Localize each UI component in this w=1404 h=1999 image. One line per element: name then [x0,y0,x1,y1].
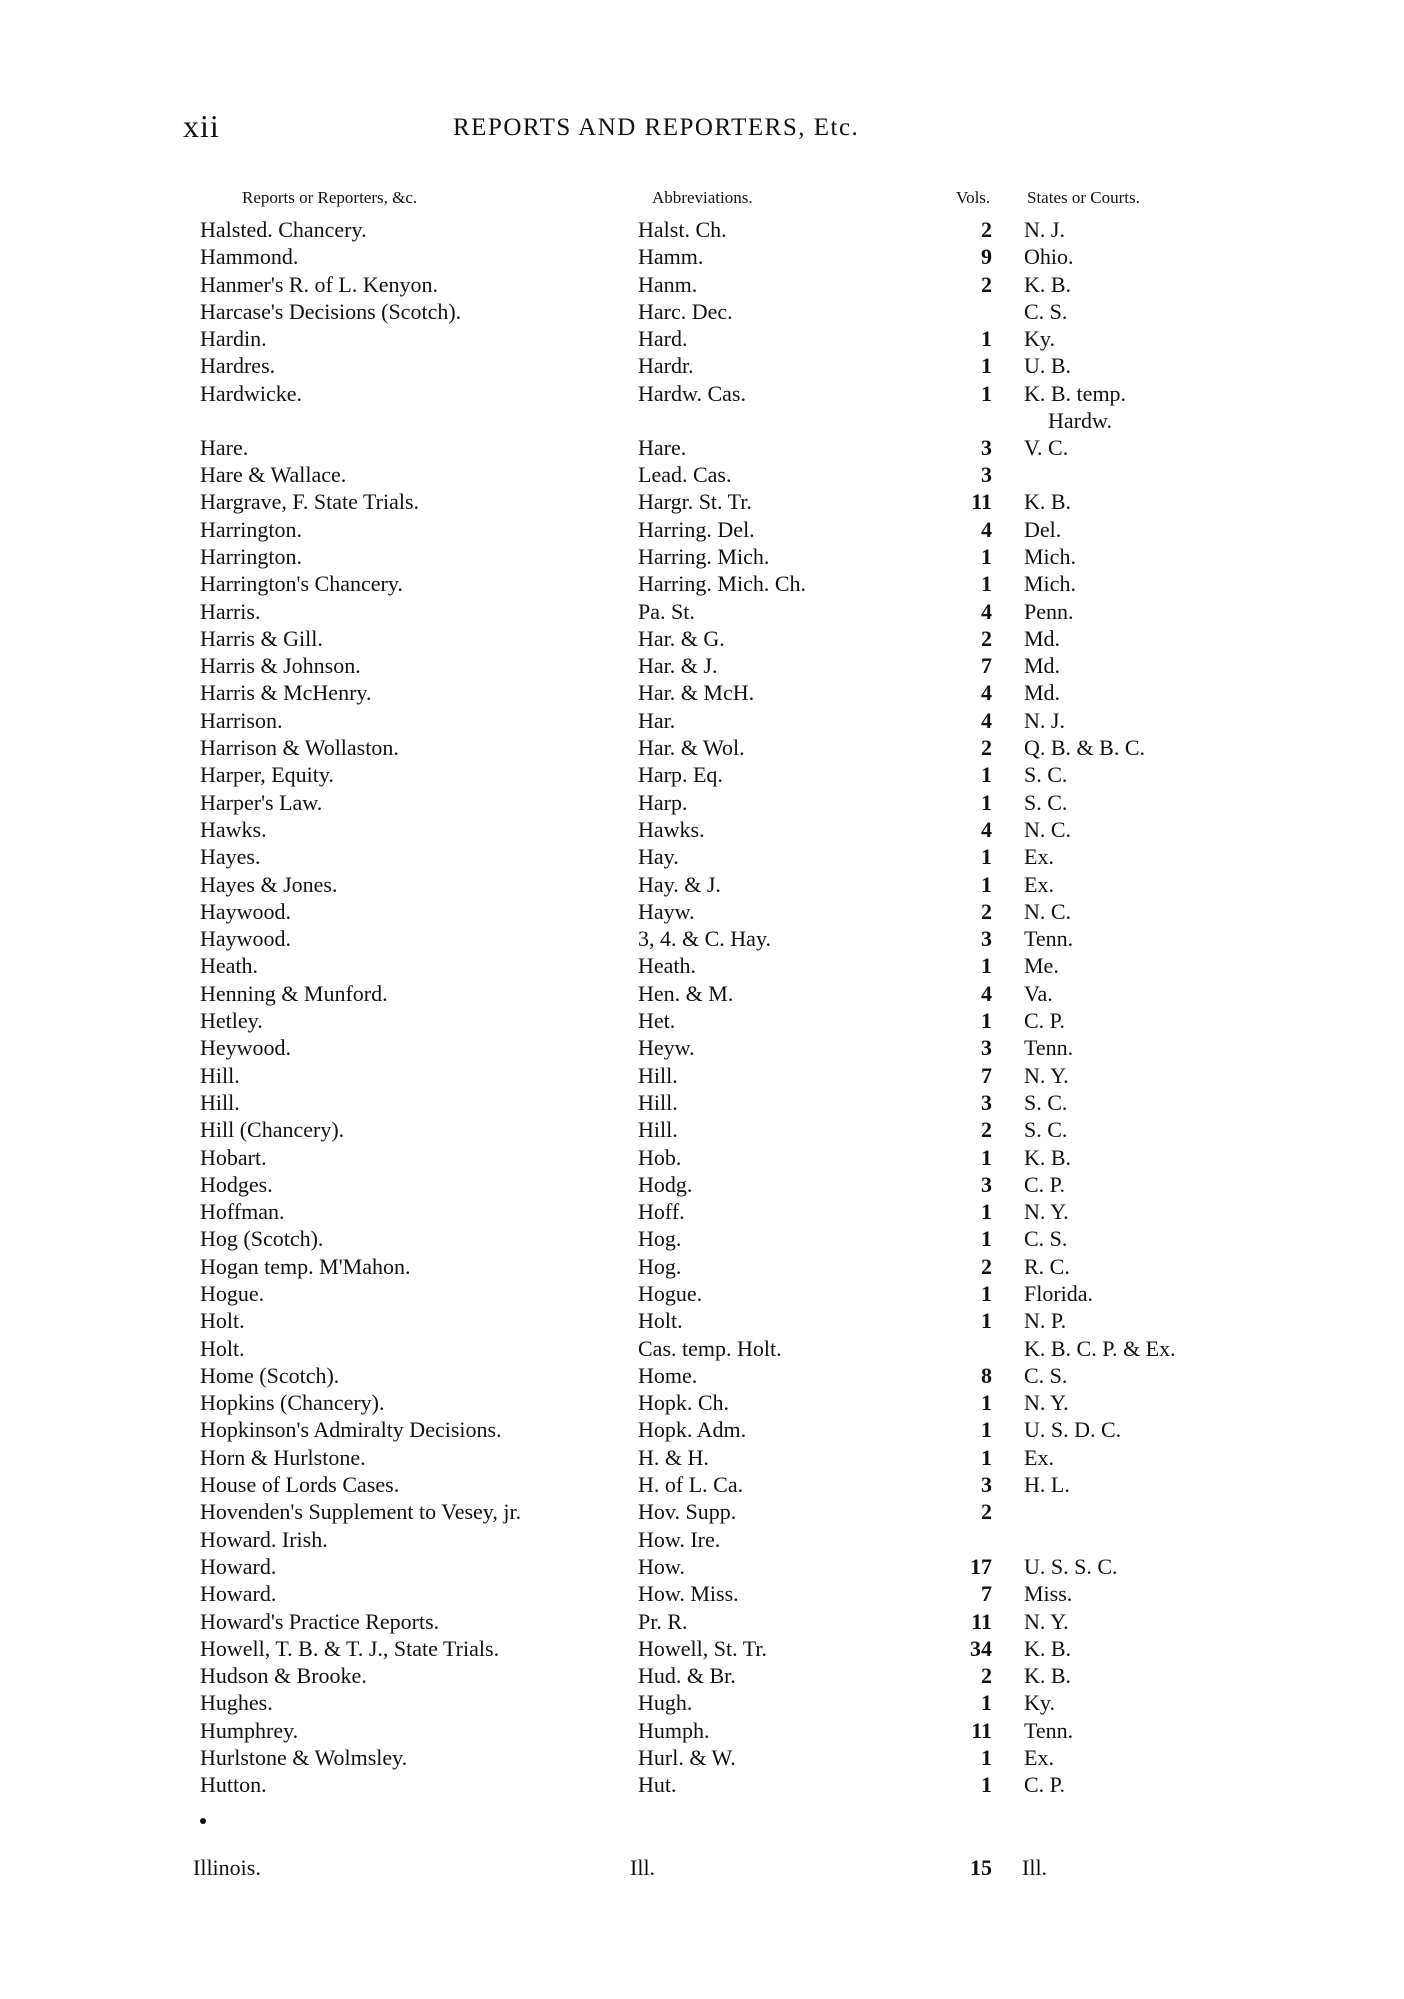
volumes: 2 [981,735,992,761]
state-or-court: Mich. [1024,543,1076,569]
abbreviation: Het. [638,1008,676,1034]
volumes: 1 [981,1226,992,1252]
volumes: 4 [981,516,992,542]
abbreviation: Hut. [638,1772,677,1798]
table-row [0,1171,1404,1198]
table-row [0,271,1404,298]
volumes: 3 [981,1472,992,1498]
abbreviation: Home. [638,1362,698,1388]
report-name: Hill (Chancery). [200,1117,345,1143]
abbreviation: Heath. [638,953,697,979]
abbreviation: Halst. Ch. [638,217,727,242]
table-row-illinois [0,1854,1404,1884]
report-name: Hutton. [200,1772,267,1798]
table-row [0,325,1404,352]
abbreviation: 3, 4. & C. Hay. [638,926,772,952]
state-or-court: N. J. [1024,217,1065,242]
state-or-court: Md. [1024,653,1061,679]
volumes: 3 [981,926,992,952]
volumes: 7 [981,653,992,679]
abbreviation: Har. & G. [638,625,725,651]
report-name: Howard. Irish. [200,1526,328,1552]
report-name: Harrington. [200,516,303,542]
abbreviation: Hurl. & W. [638,1745,736,1771]
abbreviation: Lead. Cas. [638,462,732,488]
report-name: Hare. [200,434,249,460]
table-row [0,516,1404,543]
state-or-court: S. C. [1024,1089,1068,1115]
state-or-court: Mich. [1024,571,1076,597]
state-or-court: Ky. [1024,326,1055,352]
report-name: Howell, T. B. & T. J., State Trials. [200,1635,500,1661]
report-name: Harrington. [200,543,303,569]
report-name: Hayes & Jones. [200,871,338,897]
table-row [0,216,1404,243]
volumes: 11 [971,1608,992,1634]
abbreviation: Har. & McH. [638,680,755,706]
abbreviation: Humph. [638,1717,710,1743]
column-header-state: States or Courts. [1027,188,1140,207]
abbreviation: Ill. [630,1855,656,1880]
abbreviation: Hoff. [638,1199,685,1225]
abbreviation: Cas. temp. Holt. [638,1335,782,1361]
state-or-court: Ex. [1024,844,1054,870]
abbreviation: Harp. [638,789,688,815]
table-row [0,707,1404,734]
state-or-court: Ex. [1024,1444,1054,1470]
report-name: Hardin. [200,326,267,352]
abbreviation: Hob. [638,1144,682,1170]
report-name: Harris. [200,598,261,624]
volumes: 3 [981,1089,992,1115]
table-row [0,461,1404,488]
abbreviation: Hargr. St. Tr. [638,489,752,515]
state-or-court: Tenn. [1024,1717,1074,1743]
abbreviation: Har. & J. [638,653,718,679]
volumes: 1 [981,543,992,569]
column-header-report: Reports or Reporters, &c. [242,188,418,207]
state-or-court: K. B. [1024,1635,1072,1661]
state-or-court: Tenn. [1024,1035,1074,1061]
report-name: Illinois. [193,1855,261,1880]
volumes: 1 [981,789,992,815]
volumes: 1 [981,326,992,352]
volumes: 34 [970,1635,992,1661]
abbreviation: Hen. & M. [638,980,734,1006]
report-name: Harrington's Chancery. [200,571,403,597]
report-name: Harris & Gill. [200,625,323,651]
abbreviation: Hanm. [638,271,698,297]
state-or-court: S. C. [1024,762,1068,788]
table-row [0,843,1404,870]
volumes: 3 [981,434,992,460]
report-name: Hodges. [200,1171,273,1197]
state-or-court: Ex. [1024,1745,1054,1771]
state-or-court: K. B. [1024,1144,1072,1170]
abbreviation: Heyw. [638,1035,695,1061]
table-row [0,925,1404,952]
table-row [0,1717,1404,1744]
volumes: 4 [981,680,992,706]
abbreviation: Hayw. [638,898,695,924]
report-name: Heath. [200,953,259,979]
state-or-court: K. B. [1024,489,1072,515]
report-name: Hovenden's Supplement to Vesey, jr. [200,1499,522,1525]
table-row [0,1198,1404,1225]
report-name: Hawks. [200,816,267,842]
state-or-court: Del. [1024,516,1062,542]
table-row [0,380,1404,434]
volumes: 4 [981,980,992,1006]
volumes: 1 [981,1444,992,1470]
state-or-court: Md. [1024,625,1061,651]
reports-table [0,216,1404,1799]
volumes: 2 [981,1499,992,1525]
volumes: 2 [981,217,992,242]
table-row [0,1389,1404,1416]
state-or-court: Ill. [1022,1855,1048,1880]
report-name: Howard's Practice Reports. [200,1608,440,1634]
state-or-court: C. P. [1024,1772,1065,1798]
abbreviation: Hud. & Br. [638,1663,736,1689]
volumes: 1 [981,353,992,379]
state-or-court: C. P. [1024,1008,1065,1034]
bullet-mark [200,1818,206,1824]
table-row [0,243,1404,270]
table-row [0,734,1404,761]
abbreviation: Hog. [638,1253,682,1279]
report-name: Hopkins (Chancery). [200,1390,385,1416]
abbreviation: Hardr. [638,353,694,379]
abbreviation: Hill. [638,1117,678,1143]
report-name: Hudson & Brooke. [200,1663,367,1689]
state-or-court: K. B. [1024,271,1072,297]
state-or-court-continuation: Hardw. [1048,407,1112,433]
report-name: Hammond. [200,244,299,270]
volumes: 3 [981,462,992,488]
abbreviation: Hawks. [638,816,705,842]
abbreviation: Harring. Mich. [638,543,770,569]
abbreviation: Pr. R. [638,1608,688,1634]
report-name: Hetley. [200,1008,263,1034]
volumes: 8 [981,1362,992,1388]
report-name: Harrison & Wollaston. [200,735,399,761]
state-or-court: S. C. [1024,789,1068,815]
state-or-court: K. B. C. P. & Ex. [1024,1335,1176,1361]
report-name: Hardres. [200,353,276,379]
report-name: Halsted. Chancery. [200,217,367,242]
table-row [0,570,1404,597]
report-name: Hayes. [200,844,261,870]
volumes: 1 [981,1280,992,1306]
volumes: 15 [970,1855,992,1880]
report-name: Holt. [200,1308,245,1334]
abbreviation: Holt. [638,1308,683,1334]
table-row [0,1526,1404,1553]
abbreviation: Hugh. [638,1690,693,1716]
report-name: Hogue. [200,1280,265,1306]
state-or-court: S. C. [1024,1117,1068,1143]
state-or-court: N. J. [1024,707,1065,733]
table-row [0,1553,1404,1580]
volumes: 1 [981,1772,992,1798]
table-row [0,1335,1404,1362]
table-row [0,434,1404,461]
report-name: Hurlstone & Wolmsley. [200,1745,408,1771]
report-name: Howard. [200,1581,277,1607]
volumes: 1 [981,1144,992,1170]
state-or-court: Florida. [1024,1280,1094,1306]
abbreviation: Hopk. Adm. [638,1417,747,1443]
volumes: 7 [981,1062,992,1088]
table-row [0,1225,1404,1252]
report-name: Hughes. [200,1690,273,1716]
abbreviation: Har. & Wol. [638,735,745,761]
report-name: Harrison. [200,707,283,733]
table-row [0,1362,1404,1389]
abbreviation: Hogue. [638,1280,703,1306]
table-row [0,352,1404,379]
volumes: 1 [981,380,992,406]
volumes: 1 [981,571,992,597]
state-or-court: Md. [1024,680,1061,706]
table-row [0,816,1404,843]
abbreviation: Hill. [638,1062,678,1088]
state-or-court: V. C. [1024,434,1069,460]
state-or-court: R. C. [1024,1253,1070,1279]
state-or-court: C. S. [1024,298,1068,324]
table-row [0,679,1404,706]
report-name: Howard. [200,1553,277,1579]
table-row [0,598,1404,625]
table-row [0,1116,1404,1143]
table-row [0,1416,1404,1443]
table-row [0,1062,1404,1089]
running-title: REPORTS AND REPORTERS, Etc. [453,114,860,141]
state-or-court: C. S. [1024,1362,1068,1388]
table-row [0,1498,1404,1525]
report-name: Harris & Johnson. [200,653,361,679]
report-name: Harris & McHenry. [200,680,372,706]
report-name: Humphrey. [200,1717,299,1743]
state-or-court: Me. [1024,953,1059,979]
state-or-court: Miss. [1024,1581,1073,1607]
volumes: 1 [981,953,992,979]
table-row [0,871,1404,898]
state-or-court [1024,380,1126,434]
state-or-court: Va. [1024,980,1053,1006]
state-or-court: N. C. [1024,816,1072,842]
abbreviation: Hay. [638,844,679,870]
volumes: 1 [981,844,992,870]
column-header-abbreviation: Abbreviations. [652,188,753,207]
table-row [0,1635,1404,1662]
report-name: Hanmer's R. of L. Kenyon. [200,271,438,297]
table-row [0,625,1404,652]
volumes: 1 [981,762,992,788]
volumes: 9 [981,244,992,270]
abbreviation: Hamm. [638,244,704,270]
column-headers [0,188,1404,212]
state-or-court: N. Y. [1024,1062,1069,1088]
volumes: 2 [981,625,992,651]
abbreviation: Harp. Eq. [638,762,723,788]
volumes: 4 [981,598,992,624]
volumes: 2 [981,1117,992,1143]
state-or-court: Ohio. [1024,244,1074,270]
abbreviation: Harring. Del. [638,516,755,542]
report-name: Hog (Scotch). [200,1226,324,1252]
table-row [0,1744,1404,1771]
abbreviation: Hard. [638,326,688,352]
volumes: 1 [981,871,992,897]
report-name: Hopkinson's Admiralty Decisions. [200,1417,502,1443]
abbreviation: How. Ire. [638,1526,721,1552]
table-row [0,952,1404,979]
state-or-court: U. B. [1024,353,1072,379]
volumes: 2 [981,271,992,297]
abbreviation: How. [638,1553,685,1579]
state-or-court: N. Y. [1024,1390,1069,1416]
volumes: 2 [981,898,992,924]
volumes: 1 [981,1199,992,1225]
report-name: Hobart. [200,1144,267,1170]
report-name: Hoffman. [200,1199,285,1225]
table-row [0,1662,1404,1689]
state-or-court: N. C. [1024,898,1072,924]
table-row [0,1771,1404,1798]
table-row [0,488,1404,515]
volumes: 4 [981,816,992,842]
table-row [0,652,1404,679]
table-row [0,1034,1404,1061]
volumes: 2 [981,1253,992,1279]
report-name: Home (Scotch). [200,1362,340,1388]
report-name: Hardwicke. [200,380,303,406]
table-row [0,1280,1404,1307]
report-name: Haywood. [200,898,292,924]
report-name: Harcase's Decisions (Scotch). [200,298,462,324]
report-name: Harper's Law. [200,789,323,815]
abbreviation: Hay. & J. [638,871,721,897]
state-or-court: U. S. D. C. [1024,1417,1122,1443]
state-or-court: Q. B. & B. C. [1024,735,1146,761]
report-name: Harper, Equity. [200,762,334,788]
abbreviation: Pa. St. [638,598,695,624]
table-row [0,761,1404,788]
report-name: House of Lords Cases. [200,1472,400,1498]
state-or-court: N. P. [1024,1308,1067,1334]
abbreviation: Hog. [638,1226,682,1252]
state-or-court: Penn. [1024,598,1074,624]
report-name: Hill. [200,1089,240,1115]
abbreviation: Hardw. Cas. [638,380,746,406]
volumes: 3 [981,1171,992,1197]
table-row [0,298,1404,325]
report-name: Haywood. [200,926,292,952]
volumes: 1 [981,1308,992,1334]
abbreviation: H. of L. Ca. [638,1472,744,1498]
table-row [0,1144,1404,1171]
abbreviation: Hill. [638,1089,678,1115]
report-name: Holt. [200,1335,245,1361]
abbreviation: Hodg. [638,1171,693,1197]
table-row [0,898,1404,925]
report-name: Henning & Munford. [200,980,388,1006]
abbreviation: Har. [638,707,676,733]
volumes: 7 [981,1581,992,1607]
state-or-court: Tenn. [1024,926,1074,952]
state-or-court: H. L. [1024,1472,1070,1498]
state-or-court: K. B. [1024,1663,1072,1689]
volumes: 11 [971,489,992,515]
state-or-court: N. Y. [1024,1199,1069,1225]
report-name: Horn & Hurlstone. [200,1444,366,1470]
page-header [183,108,1183,148]
state-or-court: C. P. [1024,1171,1065,1197]
table-row [0,1608,1404,1635]
abbreviation: Harring. Mich. Ch. [638,571,807,597]
abbreviation: H. & H. [638,1444,709,1470]
table-row [0,543,1404,570]
abbreviation: How. Miss. [638,1581,739,1607]
table-row [0,1253,1404,1280]
table-row [0,1307,1404,1334]
volumes: 1 [981,1690,992,1716]
state-or-court: C. S. [1024,1226,1068,1252]
abbreviation: Hopk. Ch. [638,1390,730,1416]
report-name: Hill. [200,1062,240,1088]
state-or-court: Ky. [1024,1690,1055,1716]
column-header-vols: Vols. [956,188,991,207]
table-row [0,1444,1404,1471]
volumes: 2 [981,1663,992,1689]
state-or-court: Ex. [1024,871,1054,897]
report-name: Heywood. [200,1035,292,1061]
table-row [0,1089,1404,1116]
abbreviation: Hare. [638,434,687,460]
report-name: Hogan temp. M'Mahon. [200,1253,411,1279]
abbreviation: Howell, St. Tr. [638,1635,767,1661]
report-name: Hare & Wallace. [200,462,347,488]
report-name: Hargrave, F. State Trials. [200,489,420,515]
table-row [0,1580,1404,1607]
volumes: 1 [981,1390,992,1416]
table-row [0,980,1404,1007]
state-or-court: N. Y. [1024,1608,1069,1634]
table-row [0,789,1404,816]
volumes: 1 [981,1417,992,1443]
state-or-court: U. S. S. C. [1024,1553,1118,1579]
table-row [0,1689,1404,1716]
table-row [0,1007,1404,1034]
state-or-court-line: K. B. temp. [1024,380,1127,406]
volumes: 4 [981,707,992,733]
volumes: 3 [981,1035,992,1061]
abbreviation: Harc. Dec. [638,298,733,324]
page-number: xii [183,108,220,144]
volumes: 1 [981,1008,992,1034]
abbreviation: Hov. Supp. [638,1499,737,1525]
volumes: 11 [971,1717,992,1743]
volumes: 1 [981,1745,992,1771]
table-row [0,1471,1404,1498]
volumes: 17 [970,1553,992,1579]
